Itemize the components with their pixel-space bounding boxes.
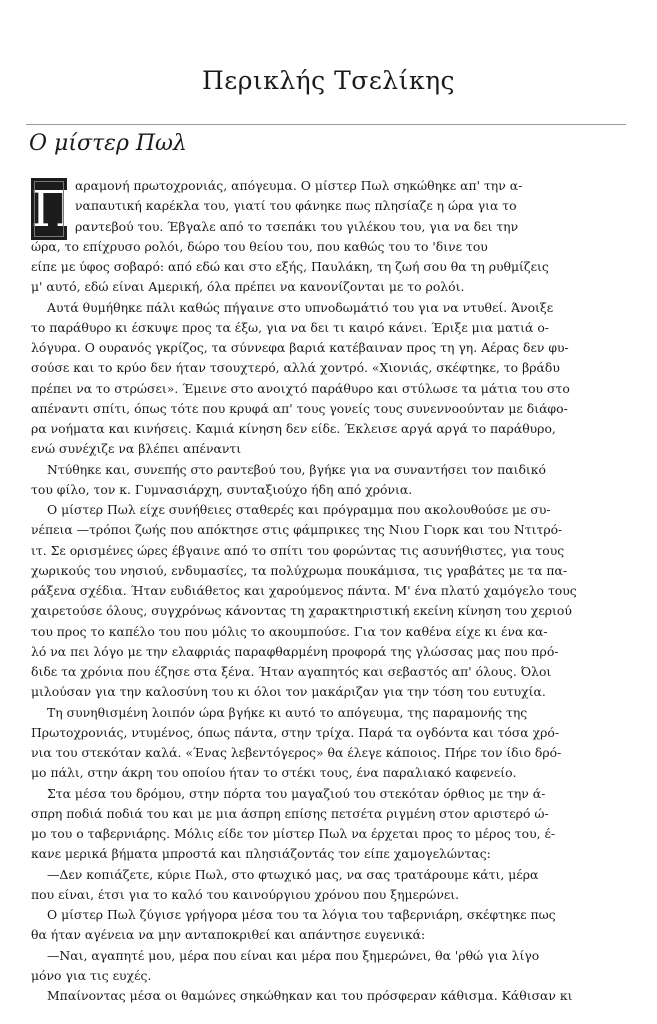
text-line: Ο μίστερ Πωλ είχε συνήθειες σταθερές και πρόγραμμα που ακολουθούσε με συ-	[47, 502, 551, 517]
text-line: νέπεια —τρόποι ζωής που απόκτησε στις φάμπρικες της Νιου Γιορκ και του Ντιτρό-	[31, 522, 563, 538]
text-line: χωρικούς του νησιού, ενδυμασίες, τα πολύχρωμα πουκάμισα, τις γραβάτες με τα πα-	[31, 562, 568, 578]
text-line: του προς το καπέλο του που μόλις το ακουμπούσε. Για τον καθένα είχε κι ένα κα-	[31, 623, 548, 639]
text-line: λό να πει λόγο με την ελαφριάς παραφθαρμένη προφορά της γλώσσας μας που πρό-	[31, 643, 559, 659]
text-line: Τη συνηθισμένη λοιπόν ώρα βγήκε κι αυτό το απόγευμα, της παραμονής της	[47, 704, 528, 720]
text-line: Μπαίνοντας μέσα οι θαμώνες σηκώθηκαν και του πρόσφεραν κάθισμα. Κάθισαν κι	[47, 988, 573, 1003]
text-line: ώρα, το επίχρυσο ρολόι, δώρο του θείου του, που καθώς του το 'δινε του	[31, 238, 488, 254]
text-line: Στα μέσα του δρόμου, στην πόρτα του μαγαζιού του στεκόταν όρθιος με την ά-	[47, 785, 546, 801]
text-line: κανε μερικά βήματα μπροστά και πλησιάζοντάς τον είπε χαμογελώντας:	[31, 846, 491, 862]
text-line: ναπαυτική καρέκλα του, γιατί του φάνηκε πως πλησίαζε η ώρα για το	[75, 198, 517, 214]
text-line: απέναντι σπίτι, όπως τότε που κρυφά απ' τους γονείς τους συνεννοούνταν με διάφο-	[31, 400, 568, 416]
text-line: —Ναι, αγαπητέ μου, μέρα που είναι και μέρα που ξημερώνει, θα 'ρθώ για λίγο	[47, 947, 540, 963]
text-line: ενώ συνέχιζε να βλέπει απέναντι	[31, 441, 242, 457]
text-line: Πρωτοχρονιάς, ντυμένος, όπως πάντα, στην τρίχα. Παρά τα ογδόντα και τόσα χρό-	[31, 724, 560, 740]
text-line: πρέπει να το στρώσει». Έμεινε στο ανοιχτό παράθυρο και στύλωσε τα μάτια του στο	[31, 380, 570, 396]
text-line: νια του στεκόταν καλά. «Ένας λεβεντόγερος» θα έλεγε κάποιος. Πήρε τον ίδιο δρό-	[31, 745, 562, 760]
text-line: είπε με ύφος σοβαρό: από εδώ και στο εξής, Παυλάκη, τη ζωή σου θα τη ρυθμίζεις	[31, 259, 549, 274]
text-line: που είναι, έτσι για το καλό του καινούργιου χρόνου που ξημερώνει.	[31, 886, 460, 902]
story-title: Ο μίστερ Πωλ	[29, 131, 187, 156]
text-line: ραντεβού του. Έβγαλε από το τσεπάκι του γιλέκου του, για να δει την	[75, 218, 519, 234]
text-line: ιτ. Σε ορισμένες ώρες έβγαινε από το σπίτι του φορώντας τις ασυνήθιστες, για τους	[31, 542, 565, 558]
text-line: διδε τα χρόνια που έζησε στα ξένα. Ήταν αγαπητός και σεβαστός απ' όλους. Όλοι	[31, 664, 552, 679]
text-line: Ντύθηκε και, συνεπής στο ραντεβού του, βγήκε για να συναντήσει τον παιδικό	[47, 461, 546, 477]
text-line: μ' αυτό, εδώ είναι Αμερική, όλα πρέπει να κανονίζονται με το ρολόι.	[31, 279, 465, 295]
text-line: Ο μίστερ Πωλ ζύγισε γρήγορα μέσα του τα λόγια του ταβερνιάρη, σκέφτηκε πως	[47, 907, 556, 922]
text-line: Αυτά θυμήθηκε πάλι καθώς πήγαινε στο υπνοδωμάτιό του για να ντυθεί. Άνοιξε	[47, 299, 554, 315]
text-line: θα ήταν αγένεια να μην ανταποκριθεί και απάντησε ευγενικά:	[31, 927, 426, 943]
text-line: λόγυρα. Ο ουρανός γκρίζος, τα σύννεφα βαριά κατέβαιναν προς τη γη. Αέρας δεν φυ-	[31, 340, 569, 355]
text-line: του φίλο, τον κ. Γυμνασιάρχη, συνταξιούχο ήδη από χρόνια.	[31, 481, 413, 497]
text-line: το παράθυρο κι έσκυψε προς τα έξω, για να δει τι καιρό κάνει. Έριξε μια ματιά ο-	[31, 319, 549, 335]
author-name: Περικλής Τσελίκης	[201, 66, 456, 95]
text-line: χαιρετούσε όλους, συγχρόνως κάνοντας τη χαρακτηριστική εκείνη κίνηση του χεριού	[31, 603, 572, 619]
text-line: ρα νοήματα και κινήσεις. Καμιά κίνηση δεν είδε. Έκλεισε αργά αργά το παράθυρο,	[31, 421, 556, 436]
text-line: ράξενα σχέδια. Ήταν ευδιάθετος και χαρούμενος πάντα. Μ' ένα πλατύ χαμόγελο τους	[31, 583, 577, 598]
drop-cap: Π	[31, 180, 75, 238]
text-line: μόνο για τις ευχές.	[31, 967, 152, 983]
text-line: μο του ο ταβερνιάρης. Μόλις είδε τον μίστερ Πωλ να έρχεται προς το μέρος του, έ-	[31, 826, 556, 841]
text-line: μιλούσαν για την καλοσύνη του κι όλοι τον μακάριζαν για την τόση του ευτυχία.	[31, 684, 546, 700]
text-line: —Δεν κοπιάζετε, κύριε Πωλ, στο φτωχικό μας, να σας τρατάρουμε κάτι, μέρα	[47, 866, 539, 882]
text-line: μο πάλι, στην άκρη του οποίου ήταν το στέκι τους, ένα παραλιακό καφενείο.	[31, 765, 517, 781]
header-rule	[26, 124, 626, 125]
text-line: σούσε και το κρύο δεν ήταν τσουχτερό, αλλά χοντρό. «Χιονιάς, σκέφτηκε, το βράδυ	[31, 360, 560, 376]
story-body	[31, 176, 587, 1006]
text-line: αραμονή πρωτοχρονιάς, απόγευμα. Ο μίστερ Πωλ σηκώθηκε απ' την α-	[75, 178, 523, 193]
text-line: σπρη ποδιά ποδιά του και με μια άσπρη επίσης πετσέτα ριγμένη στον αριστερό ώ-	[31, 805, 549, 821]
